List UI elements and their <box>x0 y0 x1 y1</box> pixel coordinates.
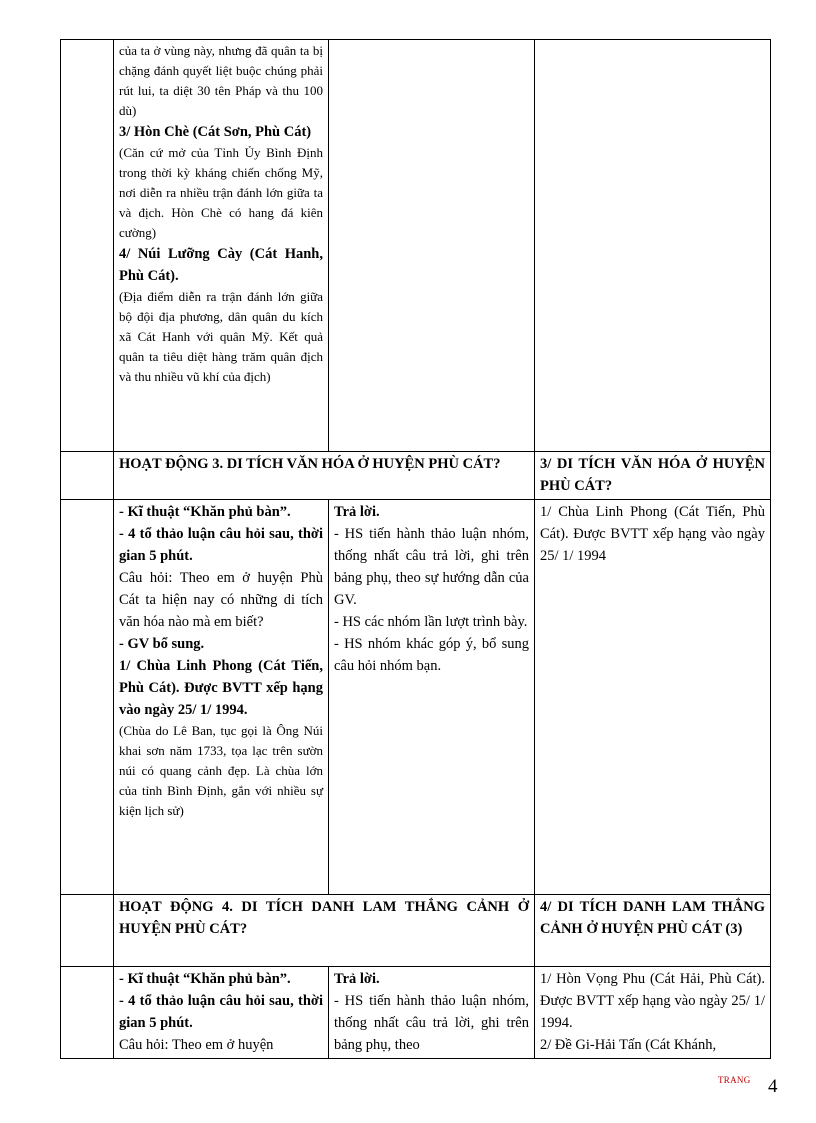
section-heading: 3/ DI TÍCH VĂN HÓA Ở HUYỆN PHÙ CÁT? <box>535 452 771 500</box>
paragraph: Trả lời. <box>334 971 380 987</box>
empty-cell <box>61 500 114 895</box>
empty-cell <box>61 895 114 967</box>
activity-heading: HOẠT ĐỘNG 3. DI TÍCH VĂN HÓA Ở HUYỆN PHÙ CÁT? <box>114 452 535 500</box>
paragraph: của ta ở vùng này, nhưng đã quân ta bị chặng đánh quyết liệt buộc chúng phải rút lui, ta diệt 30 tên Pháp và thu 100 dù) <box>119 43 323 118</box>
content-cell <box>535 967 771 1059</box>
empty-cell <box>61 40 114 452</box>
paragraph: 1/ Hòn Vọng Phu (Cát Hải, Phù Cát). Được BVTT xếp hạng vào ngày 25/ 1/ 1994. <box>540 971 765 1031</box>
empty-cell <box>61 452 114 500</box>
paragraph: (Chùa do Lê Ban, tục gọi là Ông Núi khai sơn năm 1733, tọa lạc trên sườn núi có quang cảnh đẹp. Là chùa lớn của tỉnh Bình Định, gắn với nhiều sự kiện lịch sử) <box>119 723 323 818</box>
empty-cell <box>329 40 535 452</box>
page-number: 4 <box>768 1076 778 1097</box>
paragraph: - GV bổ sung. <box>119 636 205 652</box>
paragraph: - Kĩ thuật “Khăn phủ bàn”. <box>119 504 291 520</box>
table-row <box>61 40 771 452</box>
teacher-activity-cell <box>114 500 329 895</box>
table-row <box>61 967 771 1059</box>
student-activity-cell <box>329 967 535 1059</box>
lesson-plan-table <box>60 39 771 1059</box>
table-row <box>61 895 771 967</box>
paragraph: Câu hỏi: Theo em ở huyện Phù Cát ta hiện nay có những di tích văn hóa nào mà em biết? <box>119 570 323 630</box>
paragraph: - 4 tổ thảo luận câu hỏi sau, thời gian 5 phút. <box>119 993 323 1031</box>
paragraph: 4/ Núi Lưỡng Cày (Cát Hanh, Phù Cát). <box>119 246 323 284</box>
paragraph: - HS tiến hành thảo luận nhóm, thống nhất câu trả lời, ghi trên bảng phụ, theo sự hướng dẫn của GV. <box>334 526 529 608</box>
teacher-activity-cell <box>114 40 329 452</box>
paragraph: Trả lời. <box>334 504 380 520</box>
paragraph: - HS nhóm khác góp ý, bổ sung câu hỏi nhóm bạn. <box>334 636 529 674</box>
table-row <box>61 500 771 895</box>
empty-cell <box>61 967 114 1059</box>
activity-heading: HOẠT ĐỘNG 4. DI TÍCH DANH LAM THẮNG CẢNH Ở HUYỆN PHÙ CÁT? <box>114 895 535 967</box>
footer-label: TRANG <box>718 1075 751 1085</box>
paragraph: - 4 tổ thảo luận câu hỏi sau, thời gian 5 phút. <box>119 526 323 564</box>
paragraph: 3/ Hòn Chè (Cát Sơn, Phù Cát) <box>119 124 312 140</box>
paragraph: 2/ Đề Gi-Hải Tấn (Cát Khánh, <box>540 1037 717 1053</box>
paragraph: (Căn cứ mở của Tỉnh Ủy Bình Định trong thời kỳ kháng chiến chống Mỹ, nơi diễn ra nhiều trận đánh lớn giữa ta và địch. Hòn Chè có hang đá kiên cường) <box>119 145 323 240</box>
paragraph: - HS tiến hành thảo luận nhóm, thống nhất câu trả lời, ghi trên bảng phụ, theo <box>334 993 529 1053</box>
student-activity-cell <box>329 500 535 895</box>
section-heading: 4/ DI TÍCH DANH LAM THẮNG CẢNH Ở HUYỆN PHÙ CÁT (3) <box>535 895 771 967</box>
content-cell <box>535 500 771 895</box>
teacher-activity-cell <box>114 967 329 1059</box>
paragraph: 1/ Chùa Linh Phong (Cát Tiến, Phù Cát). Được BVTT xếp hạng vào ngày 25/ 1/ 1994. <box>119 658 323 718</box>
paragraph: - HS các nhóm lần lượt trình bày. <box>334 614 528 630</box>
paragraph: Câu hỏi: Theo em ở huyện <box>119 1037 274 1053</box>
paragraph: 1/ Chùa Linh Phong (Cát Tiến, Phù Cát). Được BVTT xếp hạng vào ngày 25/ 1/ 1994 <box>540 504 765 564</box>
paragraph: (Địa điểm diễn ra trận đánh lớn giữa bộ đội địa phương, dân quân du kích xã Cát Hanh với quân Mỹ. Kết quả quân ta tiêu diệt hàng trăm quân địch và thu nhiều vũ khí của địch) <box>119 289 323 384</box>
empty-cell <box>535 40 771 452</box>
table-row <box>61 452 771 500</box>
paragraph: - Kĩ thuật “Khăn phủ bàn”. <box>119 971 291 987</box>
